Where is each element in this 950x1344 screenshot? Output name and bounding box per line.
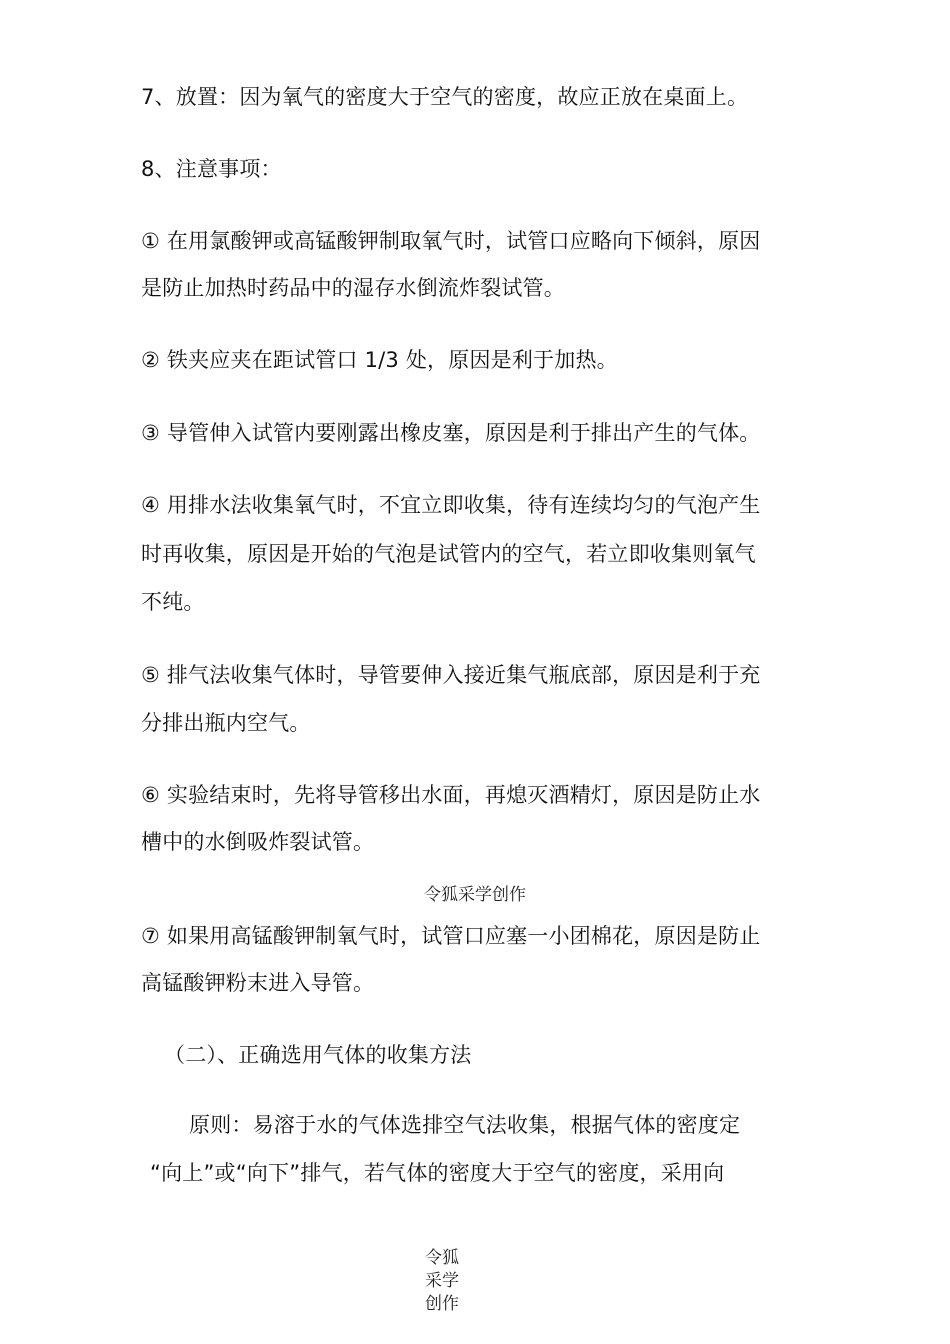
- note-7-line-2: 高锰酸钾粉末进入导管。: [141, 971, 375, 995]
- note-4-line-2: 时再收集，原因是开始的气泡是试管内的空气，若立即收集则氧气: [141, 542, 756, 566]
- note-6-line-1: ⑥ 实验结束时，先将导管移出水面，再熄灭酒精灯，原因是防止水: [141, 783, 761, 807]
- note-3: ③ 导管伸入试管内要刚露出橡皮塞，原因是利于排出产生的气体。: [141, 421, 761, 445]
- note-1-line-2: 是防止加热时药品中的湿存水倒流炸裂试管。: [141, 276, 565, 300]
- note-4-line-3: 不纯。: [141, 590, 205, 614]
- item-7-placement: 7、放置：因为氧气的密度大于空气的密度，故应正放在桌面上。: [141, 85, 749, 109]
- note-5-line-2: 分排出瓶内空气。: [141, 711, 311, 735]
- item-8-heading: 8、注意事项：: [141, 157, 282, 181]
- note-5-line-1: ⑤ 排气法收集气体时，导管要伸入接近集气瓶底部，原因是利于充: [141, 663, 761, 687]
- principle-line-2: “向上”或“向下”排气，若气体的密度大于空气的密度，采用向: [150, 1161, 725, 1185]
- footer-watermark-line-1: 令狐: [425, 1248, 459, 1268]
- note-7-line-1: ⑦ 如果用高锰酸钾制氧气时，试管口应塞一小团棉花，原因是防止: [141, 924, 761, 948]
- footer-watermark: [420, 1247, 464, 1316]
- footer-watermark-line-2: 采学: [425, 1271, 459, 1291]
- principle-line-1: 原则：易溶于水的气体选排空气法收集，根据气体的密度定: [189, 1113, 741, 1137]
- watermark-text: 令狐采学创作: [424, 885, 526, 905]
- note-4-line-1: ④ 用排水法收集氧气时，不宜立即收集，待有连续均匀的气泡产生: [141, 493, 761, 517]
- note-2: ② 铁夹应夹在距试管口 1/3 处，原因是利于加热。: [141, 348, 618, 372]
- note-1-line-1: ① 在用氯酸钾或高锰酸钾制取氧气时，试管口应略向下倾斜，原因: [141, 229, 761, 253]
- note-6-line-2: 槽中的水倒吸炸裂试管。: [141, 830, 375, 854]
- footer-watermark-line-3: 创作: [425, 1294, 459, 1314]
- section-2-title: （二）、正确选用气体的收集方法: [164, 1043, 472, 1067]
